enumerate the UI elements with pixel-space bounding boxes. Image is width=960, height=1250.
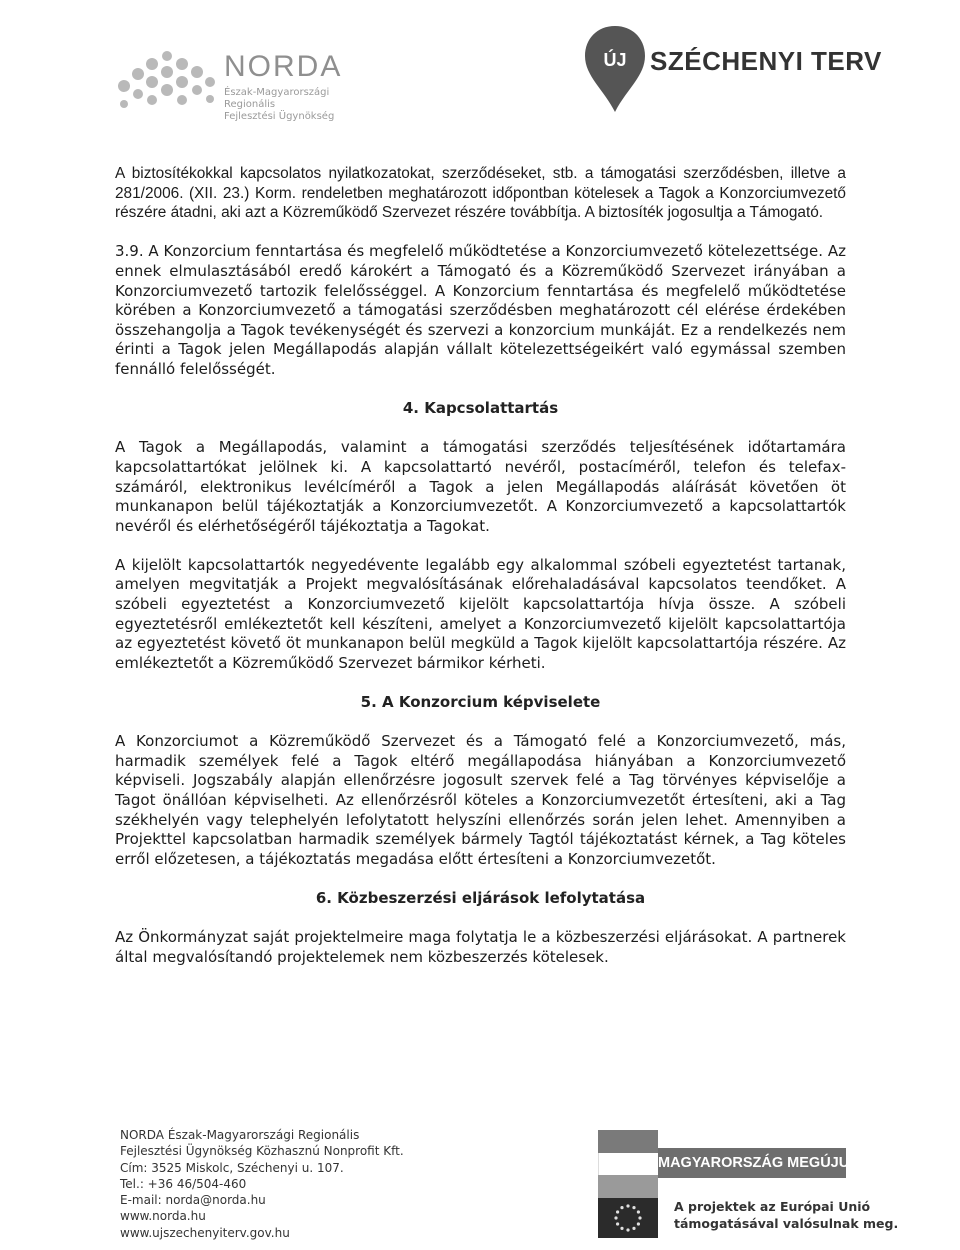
magyarorszag-megujul-logo [592,1126,899,1242]
eu-support-text [674,1198,898,1232]
paragraph-5: A Konzorciumot a Közreműködő Szervezet és a Támogató felé a Konzorciumvezető, más, harmadik személyek felé a Tagok eltérő megállapodása hiányában a Konzorciumvezető képviseli. Jogszabály alapján ellenőrzésre jogosult szervek felé a Tag törvényes képviselője a Tagot önállóan képviselheti. Az ellenőrzésről köteles a Konzorciumvezetőt értesíteni, aki a Tag székhelyén vagy telephelyén lefolytatott helyszíni ellenőrzés során jelen lehet. Amennyiben a Projekttel kapcsolatban harmadik személyek bármely Tagtól tájékoztatást kérnek, a Tag köteles erről előzetesen, a tájékoztatás megadása előtt értesíteni a Konzorciumvezetőt. [115,732,846,868]
norda-logo [112,44,372,124]
norda-subtitle-line: Észak-Magyarországi Regionális [224,87,330,110]
heading-section-6: 6. Közbeszerzési eljárások lefolytatása [315,888,646,907]
paragraph-3-9: 3.9. A Konzorcium fenntartása és megfelelő működtetése a Konzorciumvezető kötelezettsége. Az ennek elmulasztásából eredő károkért a Támogató és a Közreműködő Szervezet irányában a Konzorciumvezető tartozik felelősséggel. A Konzorcium fenntartása és megfelelő működtetése körében a Konzorciumvezető a támogatási szerződésben meghatározott cél elérése érdekében összehangolja a Tagok tevékenységét és szervezi a konzorcium munkáját. Ez a rendelkezés nem érinti a Tagok jelen Megállapodás alapján vállalt kötelezettségeikért való egymással szemben fennálló felelősségét. [115,242,846,378]
footer-org-name-2: Fejlesztési Ügynökség Közhasznú Nonprofit Kft. [120,1144,404,1159]
magyarorszag-megujul-banner: MAGYARORSZÁG MEGÚJUL [658,1148,846,1178]
footer-org-name: NORDA Észak-Magyarországi Regionális [120,1128,360,1142]
hungarian-flag-icon [598,1130,658,1198]
footer-phone: Tel.: +36 46/504-460 [120,1176,247,1191]
szechenyi-logo-name: SZÉCHENYI TERV [650,46,882,76]
paragraph-intro: A biztosítékokkal kapcsolatos nyilatkozatokat, szerződéseket, stb. a támogatási szerződésben, illetve a 281/2006. (XII. 23.) Korm. rendeletben meghatározott időpontban kötelesek a Tagok a Konzorciumvezető részére átadni, aki azt a Közreműködő Szervezet részére továbbítja. A biztosíték jogosultja a Támogató. [115,165,846,222]
norda-subtitle-line: Fejlesztési Ügynökség [224,111,335,122]
eu-support-line: támogatásával valósulnak meg. [674,1216,899,1231]
eu-support-line: A projektek az Európai Unió [674,1199,871,1214]
szechenyi-badge: ÚJ [603,50,627,70]
document-body [115,164,846,967]
norda-logo-name: NORDA [224,50,343,83]
footer-website-2: www.ujszechenyiterv.gov.hu [120,1225,290,1240]
paragraph-4a: A Tagok a Megállapodás, valamint a támogatási szerződés teljesítésének időtartamára kapcsolattartókat jelölnek ki. A kapcsolattartó nevéről, postacíméről, telefon és telefax-számáról, elektronikus levélcíméről a Tagok a jelen Megállapodás aláírását követően öt munkanapon belül tájékoztatják a Konzorciumvezetőt. A Konzorciumvezető a kapcsolattartók nevéről és elérhetőségéről tájékoztatja a Tagokat. [115,438,846,535]
heading-section-5: 5. A Konzorcium képviselete [360,693,601,712]
footer-contact [120,1127,404,1241]
eu-flag-icon [598,1198,658,1238]
footer-website: www.norda.hu [120,1209,206,1224]
heading-section-4: 4. Kapcsolattartás [402,399,559,418]
paragraph-6: Az Önkormányzat saját projektelmeire maga folytatja le a közbeszerzési eljárásokat. A partnerek által megvalósítandó projektelemek nem közbeszerzés kötelesek. [115,928,846,966]
norda-logo-subtitle [224,87,372,123]
paragraph-4b: A kijelölt kapcsolattartók negyedévente legalább egy alkalommal szóbeli egyeztetést tartanak, amelyen megvitatják a Projekt megvalósításának előrehaladásával kapcsolatos teendőket. A szóbeli egyeztetést a Konzorciumvezető kijelölt kapcsolattartója hívja össze. A szóbeli egyeztetésről emlékeztetőt kell készíteni, amelyet a Konzorciumvezető kijelölt kapcsolattartója az egyeztetést követő öt munkanapon belül megküld a Tagok kijelölt kapcsolattartója részére. Az emlékeztetőt a Közreműködő Szervezet bármikor kérheti. [115,555,846,672]
footer-email: E-mail: norda@norda.hu [120,1193,266,1208]
szechenyi-terv-logo [582,24,902,124]
footer-address: Cím: 3525 Miskolc, Széchenyi u. 107. [120,1160,344,1175]
page-header [0,0,960,130]
norda-dots-icon [112,44,222,114]
